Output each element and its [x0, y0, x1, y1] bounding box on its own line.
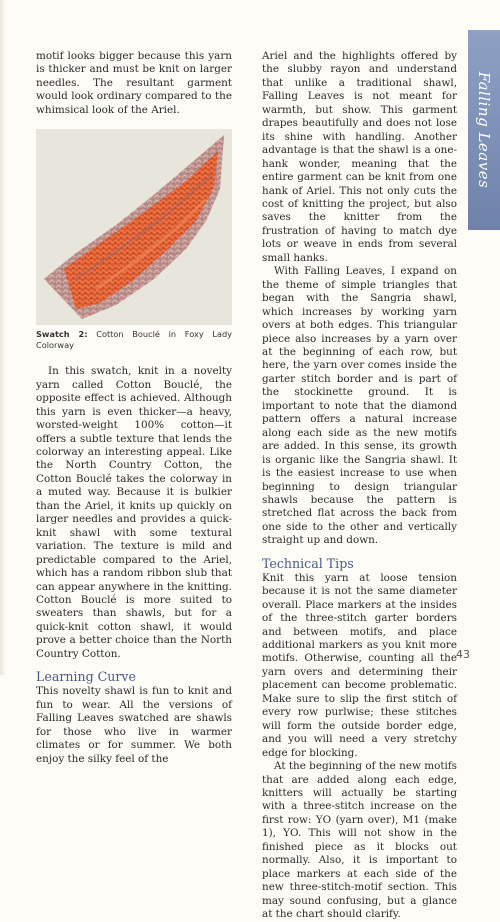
right-paragraph-2: With Falling Leaves, I expand on the theme of simple triangles that began with the Sangria shawl, which increases by working yarn overs at both edges. This triangular piece also increases by a yarn over at the beginning of each row, but here, the yarn over comes inside the garter stitch border and is part of the stockinette ground. It is important to note that the diamond pattern offers a natural increase along each side as the new motifs are added. In this sense, its growth is organic like the Sangria shawl. It is the easiest increase to use when beginning to design triangular shawls because the pattern is stretched flat across the back from one side to the other and vertically straight up and down.: [262, 265, 457, 547]
chapter-tab-label: Falling Leaves: [475, 71, 493, 189]
learning-curve-heading: Learning Curve: [36, 669, 136, 685]
page-number: 43: [456, 648, 470, 661]
swatch-caption: [36, 329, 232, 351]
right-paragraph-3: Knit this yarn at loose tension because it is not the same diameter overall. Place markers at the insides of the three-stitch garter borders and between motifs, and place additional markers as you knit more motifs. Otherwise, counting all the yarn overs and determining their placement can become problematic. Make sure to slip the first stitch of every row purlwise; these stitches will form the outside border edge, and you will need a very stretchy edge for blocking.: [262, 571, 457, 759]
left-column: [36, 50, 232, 766]
swatch-caption-text: Cotton Bouclé in Foxy Lady Colorway: [36, 329, 232, 351]
left-paragraph-1: motif looks bigger because this yarn is thicker and must be knit on larger needles. The resultant garment would look ordinary compared to the whimsical look of the Ariel.: [36, 50, 232, 116]
right-column: [262, 50, 457, 922]
right-paragraph-4: At the beginning of the new motifs that are added along each edge, knitters will actually be starting with a three-stitch increase on the first row: YO (yarn over), M1 (make 1), YO. This will not show in the finished piece as it blocks out normally. Also, it is important to place markers at each side of the new three-stitch-motif section. This may sound confusing, but a glance at the chart should clarify.: [262, 760, 457, 921]
left-paragraph-3: This novelty shawl is fun to knit and fun to wear. All the versions of Falling Leaves swatched are shawls for those who live in warmer climates or for summer. We both enjoy the silky feel of the: [36, 685, 232, 765]
swatch-photo: [36, 129, 232, 325]
right-paragraph-1: Ariel and the highlights offered by the slubby rayon and understand that unlike a traditional shawl, Falling Leaves is not meant for warmth, but show. This garment drapes beautifully and does not lose its shine with handling. Another advantage is that the shawl is a one-hank wonder, meaning that the entire garment can be knit from one hank of Ariel. This not only cuts the cost of knitting the project, but also saves the knitter from the frustration of having to match dye lots or weave in ends from several small hanks.: [262, 50, 457, 264]
knit-swatch-image: [36, 129, 232, 325]
chapter-tab: [468, 30, 500, 230]
left-paragraph-2: In this swatch, knit in a novelty yarn called Cotton Bouclé, the opposite effect is achieved. Although this yarn is even thicker—a heavy, worsted-weight 100% cotton—it offers a subtle texture that lends the colorway an interesting appeal. Like the North Country Cotton, the Cotton Bouclé takes the colorway in a muted way. Because it is bulkier than the Ariel, it knits up quickly on larger needles and provides a quick-knit shawl with some textural variation. The texture is mild and predictable compared to the Ariel, which has a random ribbon slub that can appear anywhere in the knitting. Cotton Bouclé is more suited to sweaters than shawls, but for a quick-knit cotton shawl, it would prove a better choice than the North Country Cotton.: [36, 365, 232, 660]
page-edge-shadow: [0, 0, 6, 675]
swatch-caption-label: Swatch 2:: [36, 329, 88, 340]
technical-tips-heading: Technical Tips: [262, 555, 354, 571]
